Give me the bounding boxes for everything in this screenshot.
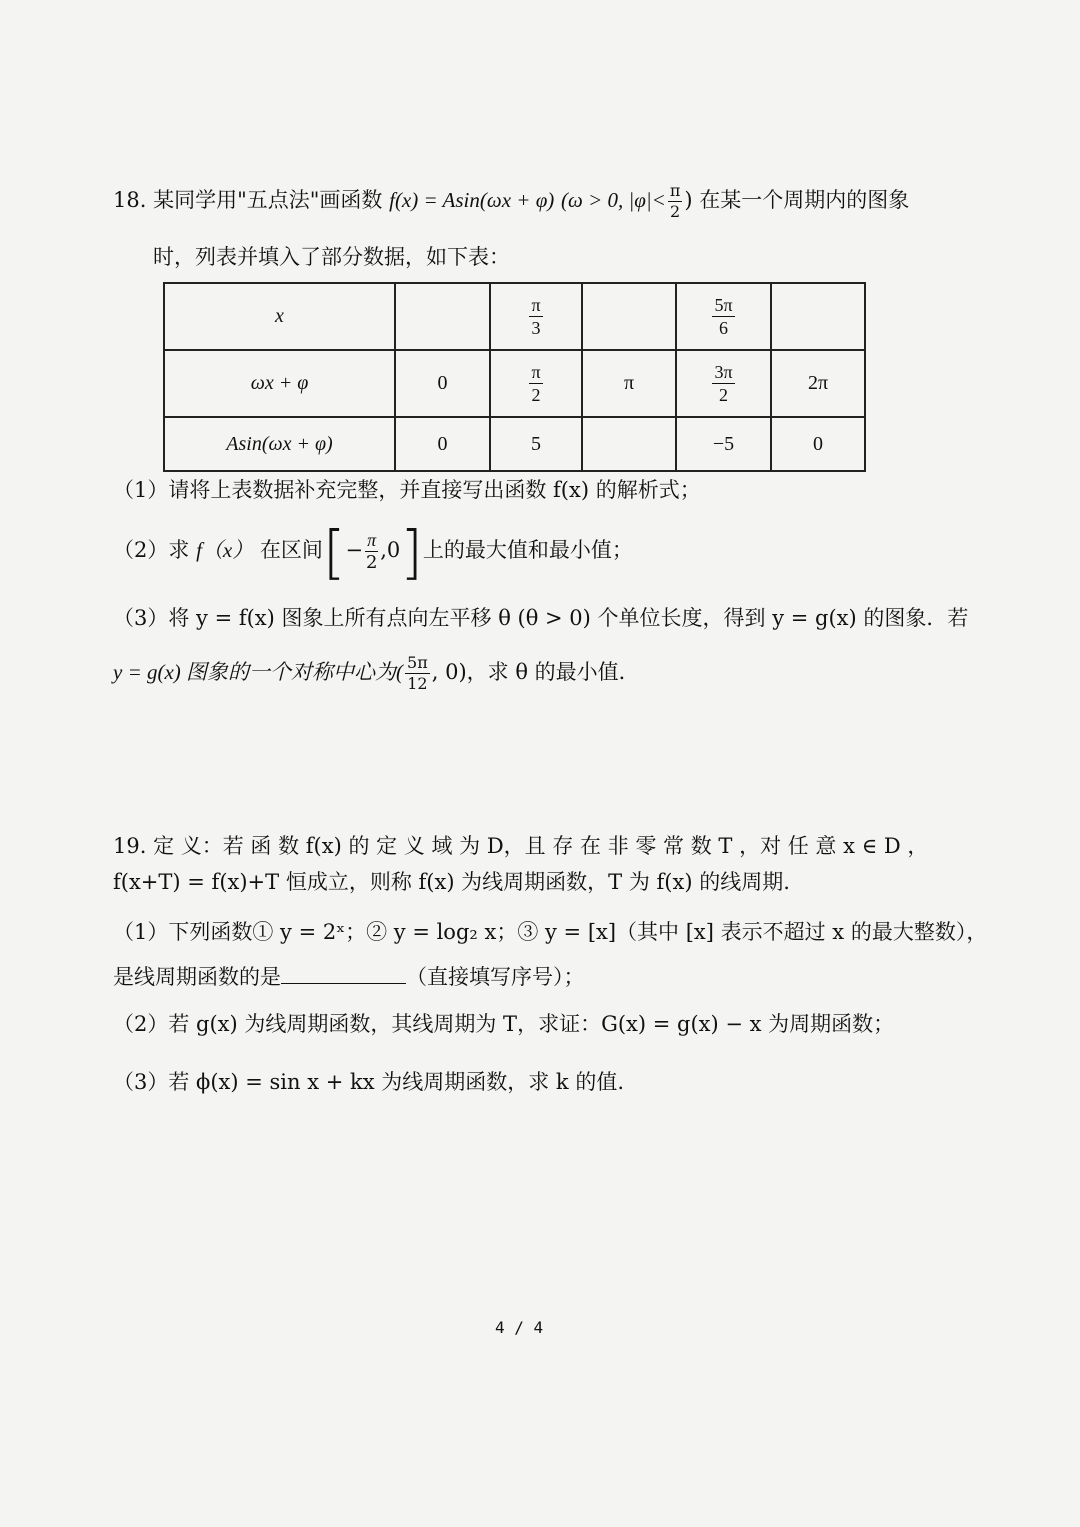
cell-x-4: $\frac{5\pi}{6}$: [676, 283, 771, 350]
row-label-value: Asin(ωx + φ): [164, 417, 395, 471]
cell-x-3: [582, 283, 676, 350]
table-row-x: [164, 283, 865, 350]
q19-part2: （2）若 g(x) 为线周期函数，其线周期为 T，求证：G(x) = g(x) − x 为周期函数；: [113, 1012, 895, 1036]
q18-condition: (ω > 0, |φ|<: [561, 188, 666, 212]
cell-phase-1: 0: [395, 350, 490, 417]
q18-line1: 18. 某同学用"五点法"画函数 f(x) = Asin(ωx + φ) (ω > 0, |φ|< $\frac{\pi}{2}$ ) 在某一个周期内的图象: [113, 181, 910, 221]
cell-value-1: 0: [395, 417, 490, 471]
cell-value-2: 5: [490, 417, 582, 471]
center-fraction: $\frac{5\pi}{12}$: [407, 653, 428, 693]
cell-value-3: [582, 417, 676, 471]
q19-line1: 19. 定 义：若 函 数 f(x) 的 定 义 域 为 D，且 存 在 非 零 常 数 T ，对 任 意 x ∈ D ，: [113, 834, 929, 858]
table-row-phase: [164, 350, 865, 417]
q18-function: f(x) = Asin(ωx + φ): [389, 188, 555, 212]
cell-phase-5: 2π: [771, 350, 865, 417]
cell-x-5: [771, 283, 865, 350]
cell-x-1: [395, 283, 490, 350]
q19-line2: f(x+T) = f(x)+T 恒成立，则称 f(x) 为线周期函数，T 为 f(x) 的线周期.: [113, 870, 790, 894]
q18-part1: （1）请将上表数据补充完整，并直接写出函数 f(x) 的解析式；: [113, 478, 701, 502]
cell-phase-4: $\frac{3\pi}{2}$: [676, 350, 771, 417]
row-label-x: x: [164, 283, 395, 350]
q18-cond-fraction: $\frac{\pi}{2}$: [669, 181, 681, 221]
q18-intro: 某同学用"五点法"画函数: [153, 188, 383, 212]
interval-fraction: $\frac{\pi}{2}$: [365, 530, 378, 573]
row-label-phase: ωx + φ: [164, 350, 395, 417]
left-bracket: [: [322, 517, 346, 586]
q19-part1-answer-line: 是线周期函数的是 （直接填写序号）；: [113, 965, 585, 989]
q18-table: [163, 282, 866, 472]
answer-blank[interactable]: [281, 963, 406, 984]
q18-number: 18.: [113, 188, 147, 212]
q18-intro-line2: 时，列表并填入了部分数据，如下表：: [153, 245, 510, 269]
cell-phase-3: π: [582, 350, 676, 417]
q18-part3-line1: （3）将 y = f(x) 图象上所有点向左平移 θ (θ > 0) 个单位长度，得到 y = g(x) 的图象．若: [113, 606, 969, 630]
cell-phase-2: $\frac{\pi}{2}$: [490, 350, 582, 417]
cell-value-5: 0: [771, 417, 865, 471]
page-number: 4 / 4: [495, 1318, 544, 1337]
cell-x-2: $\frac{\pi}{3}$: [490, 283, 582, 350]
q19-part1: （1）下列函数① y = 2ˣ；② y = log₂ x；③ y = [x]（其中 [x] 表示不超过 x 的最大整数），: [113, 920, 988, 944]
q19-part3: （3）若 ϕ(x) = sin x + kx 为线周期函数，求 k 的值.: [113, 1070, 625, 1094]
q18-line2: [153, 243, 510, 271]
table-row-value: [164, 417, 865, 471]
cell-value-4: −5: [676, 417, 771, 471]
right-bracket: ]: [400, 517, 423, 586]
q18-part3-line2: y = g(x) 图象的一个对称中心为( $\frac{5\pi}{12}$ , 0)，求 θ 的最小值．: [113, 653, 640, 693]
q18-intro-tail: 在某一个周期内的图象: [699, 188, 910, 212]
q18-part2: （2）求 f（x） 在区间[− $\frac{\pi}{2}$ ,0]上的最大值和最小值；: [113, 517, 633, 586]
